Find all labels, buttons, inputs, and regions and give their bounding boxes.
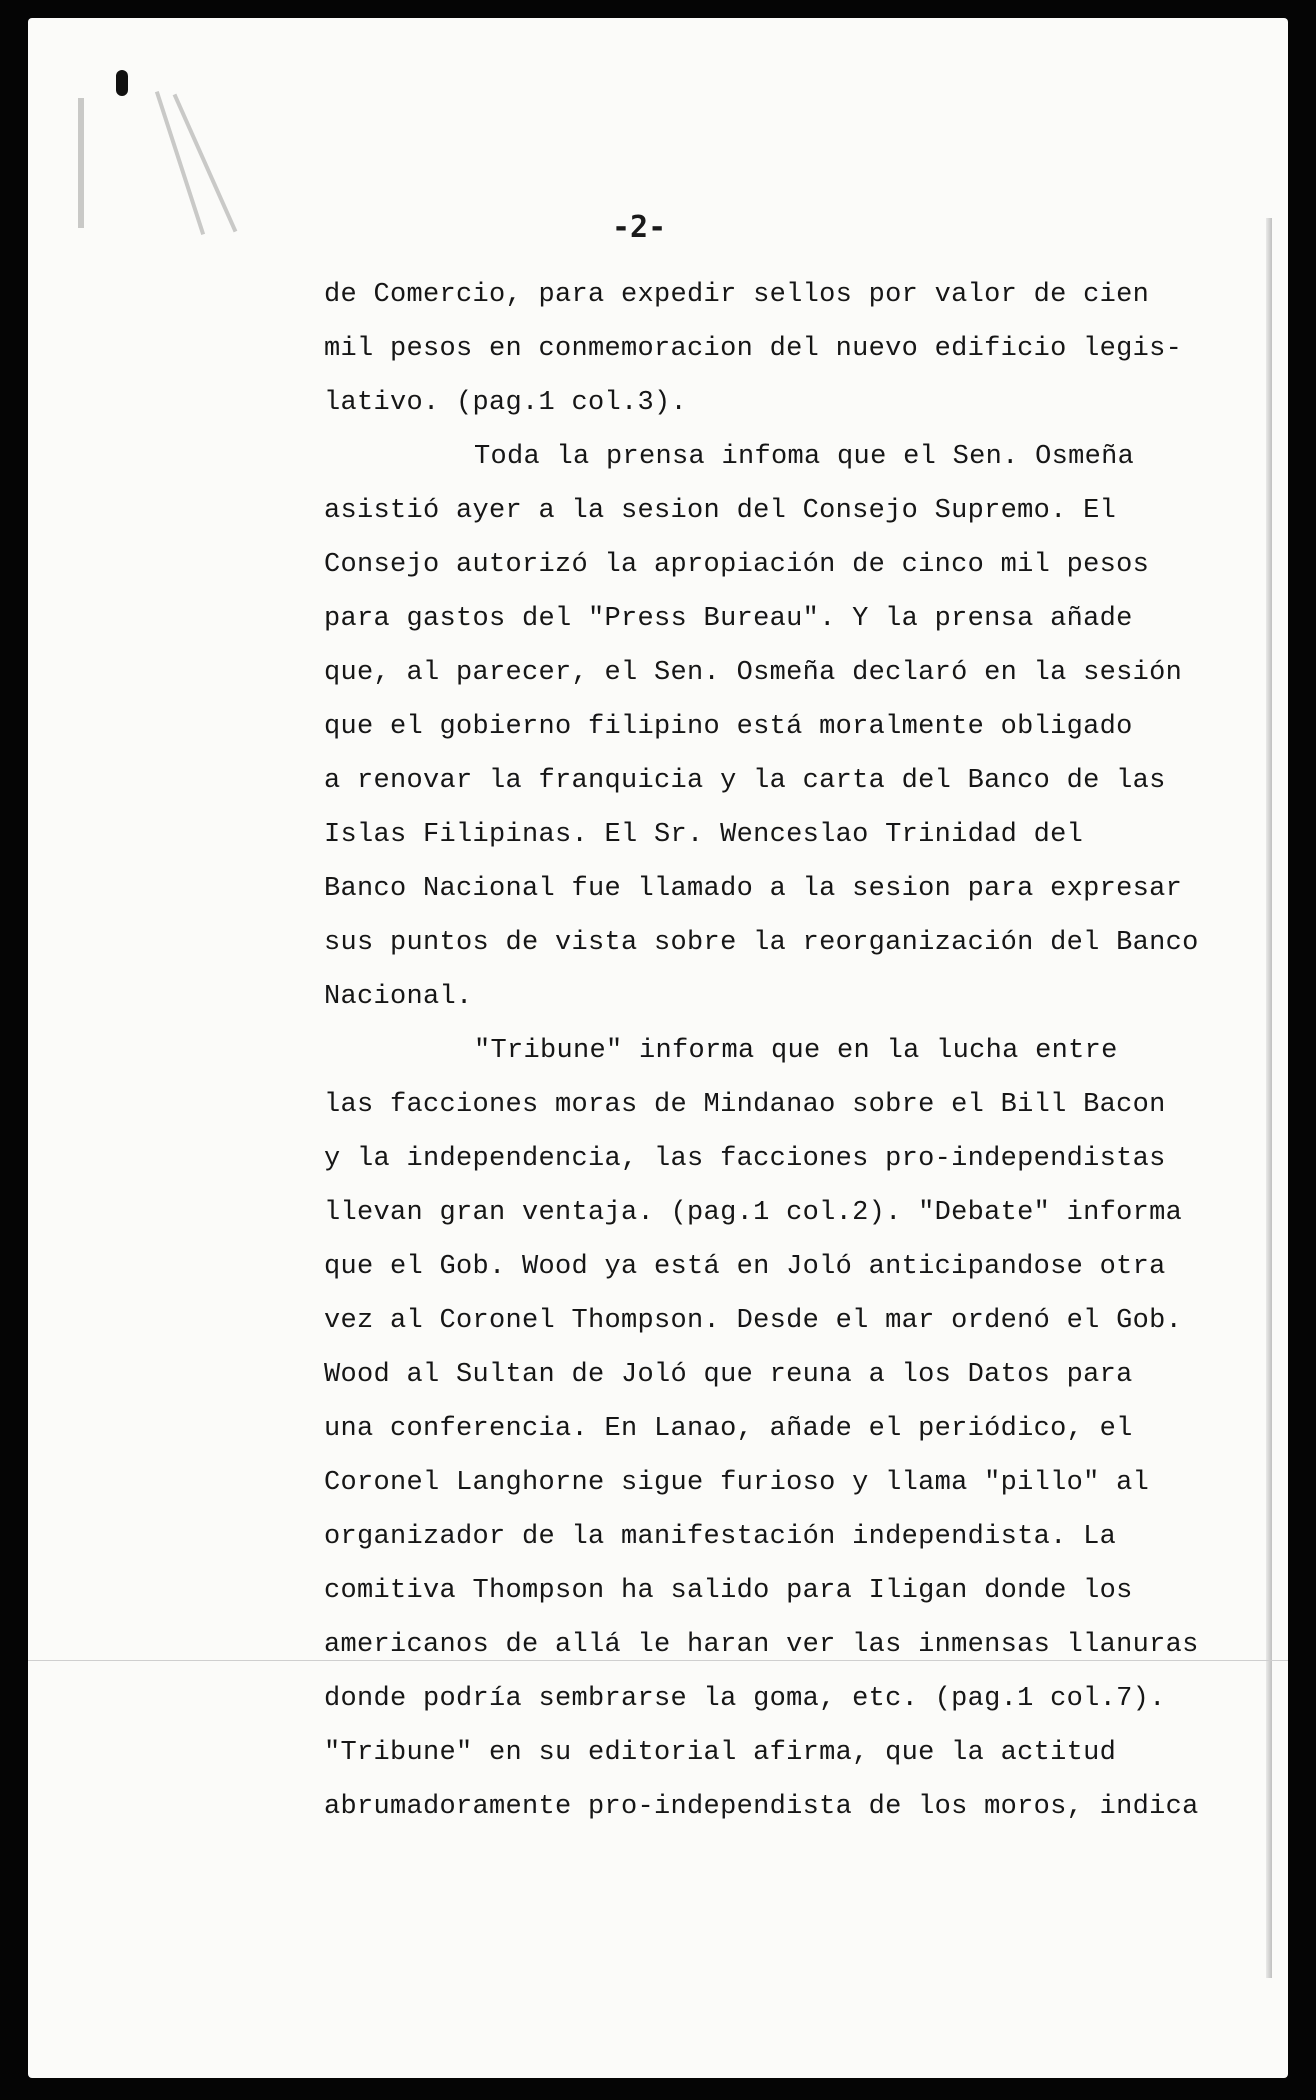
text-line: a renovar la franquicia y la carta del Banco de las bbox=[324, 766, 1166, 796]
text-line: Nacional. bbox=[324, 982, 473, 1012]
text-line: abrumadoramente pro-independista de los moros, indica bbox=[324, 1792, 1199, 1822]
text-line: mil pesos en conmemoracion del nuevo edificio legis- bbox=[324, 334, 1183, 364]
text-line: Toda la prensa infoma que el Sen. Osmeña bbox=[474, 442, 1135, 472]
text-line: que el gobierno filipino está moralmente obligado bbox=[324, 712, 1133, 742]
text-line: las facciones moras de Mindanao sobre el Bill Bacon bbox=[324, 1090, 1166, 1120]
text-line: Coronel Langhorne sigue furioso y llama "pillo" al bbox=[324, 1468, 1150, 1498]
text-line: Banco Nacional fue llamado a la sesion para expresar bbox=[324, 874, 1183, 904]
text-line: una conferencia. En Lanao, añade el periódico, el bbox=[324, 1414, 1133, 1444]
text-line: vez al Coronel Thompson. Desde el mar ordenó el Gob. bbox=[324, 1306, 1183, 1336]
text-line: para gastos del "Press Bureau". Y la prensa añade bbox=[324, 604, 1133, 634]
text-line: americanos de allá le haran ver las inmensas llanuras bbox=[324, 1630, 1199, 1660]
text-line: "Tribune" informa que en la lucha entre bbox=[474, 1036, 1118, 1066]
text-line: llevan gran ventaja. (pag.1 col.2). "Debate" informa bbox=[324, 1198, 1183, 1228]
body-text bbox=[324, 268, 1204, 1834]
page-number: -2- bbox=[612, 210, 667, 245]
text-line: que el Gob. Wood ya está en Joló anticipandose otra bbox=[324, 1252, 1166, 1282]
text-line: de Comercio, para expedir sellos por valor de cien bbox=[324, 280, 1150, 310]
binding-hole bbox=[116, 70, 128, 96]
text-line: asistió ayer a la sesion del Consejo Supremo. El bbox=[324, 496, 1117, 526]
text-line: Wood al Sultan de Joló que reuna a los Datos para bbox=[324, 1360, 1133, 1390]
text-line: donde podría sembrarse la goma, etc. (pag.1 col.7). bbox=[324, 1684, 1166, 1714]
text-line: comitiva Thompson ha salido para Iligan donde los bbox=[324, 1576, 1133, 1606]
text-line: que, al parecer, el Sen. Osmeña declaró en la sesión bbox=[324, 658, 1183, 688]
text-line: y la independencia, las facciones pro-independistas bbox=[324, 1144, 1166, 1174]
text-line: "Tribune" en su editorial afirma, que la actitud bbox=[324, 1738, 1117, 1768]
text-line: Islas Filipinas. El Sr. Wenceslao Trinidad del bbox=[324, 820, 1084, 850]
text-line: sus puntos de vista sobre la reorganización del Banco bbox=[324, 928, 1199, 958]
margin-smudge bbox=[78, 98, 84, 228]
text-line: organizador de la manifestación independista. La bbox=[324, 1522, 1117, 1552]
text-line: lativo. (pag.1 col.3). bbox=[324, 388, 688, 418]
text-line: Consejo autorizó la apropiación de cinco mil pesos bbox=[324, 550, 1150, 580]
page-edge bbox=[1266, 218, 1272, 1978]
